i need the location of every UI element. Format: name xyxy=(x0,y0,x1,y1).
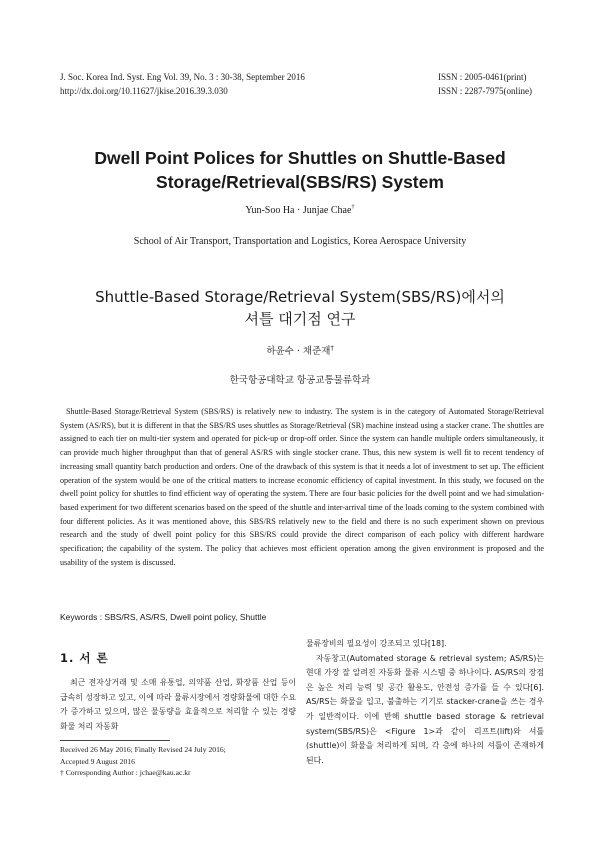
journal-header xyxy=(60,70,305,98)
paper-title-en-line2: Storage/Retrieval(SBS/RS) System xyxy=(156,172,444,192)
footnotes xyxy=(60,744,296,779)
accepted-date: Accepted 9 August 2016 xyxy=(60,756,135,766)
left-column xyxy=(60,650,296,779)
paper-title-en xyxy=(0,146,600,194)
abstract xyxy=(60,405,544,569)
received-date: Received 26 May 2016; Finally Revised 24 July 2016; xyxy=(60,745,226,755)
paper-title-ko xyxy=(0,286,600,330)
right-column xyxy=(306,637,544,768)
keywords-label: Keywords xyxy=(60,612,98,622)
doi-link[interactable]: http://dx.doi.org/10.11627/jkise.2016.39.3.030 xyxy=(60,86,228,96)
body-paragraph-continued: 물류장비의 필요성이 강조되고 있다[18]. xyxy=(306,639,447,648)
issn-online: ISSN : 2287-7975(online) xyxy=(438,86,532,96)
corresponding-mark: † xyxy=(351,203,355,211)
issn-print: ISSN : 2005-0461(print) xyxy=(438,72,527,82)
body-paragraph: 최근 전자상거래 및 소매 유통업, 의약품 산업, 화장품 산업 등이 급속히 성장하고 있고, 이에 따라 물류시장에서 경량화물에 대한 수요가 증가하고 있으며, 많은 물동량을 효율적으로 처리할 수 있는 경량화물 처리 자동화 xyxy=(60,678,297,731)
authors-en xyxy=(0,205,600,216)
authors-ko xyxy=(0,343,600,357)
journal-citation: J. Soc. Korea Ind. Syst. Eng Vol. 39, No. 3 : 30-38, September 2016 xyxy=(60,72,305,82)
corresponding-author: † Corresponding Author : jchae@kau.ac.kr xyxy=(60,768,191,778)
section-heading: 1. 서 론 xyxy=(60,651,109,665)
section-body xyxy=(60,676,296,734)
footnote-divider xyxy=(60,740,170,741)
abstract-text: Shuttle-Based Storage/Retrieval System (SBS/RS) is relatively new to industry. The system is in the category of Automated Storage/Retrieval System (AS/RS), but it is different in that the SBS/RS uses shuttles as Storage/Retrieval (SR) machine instead using a stacker crane. The shuttles are assigned to each tier on multi-tier system and operated for pick-up or drop-off order. Since the system can handle multiple orders simultaneously, it can provide much higher throughput than that of general AS/RS with single stocker crane. Thus, this new system is well fit to recent tendency of increasing small quantity batch production and orders. One of the drawback of this system is that it needs a lot of investment to set up. The efficient operation of the system would be one of the critical matters to increase economic efficiency of capital investment. In this study, we focused on the dwell point policy for shuttles to find efficient way of operating the system. There are four basic policies for the dwell point and we had simulation-based experiment for two different scenarios based on the speed of the shuttle and inter-arrival time of the loads coming to the system combined with four different policies. As it was mentioned above, this SBS/RS relatively new to the field and there is no such experiment shown on previous research and the study of dwell point policy for this SBS/RS could provide the direct comparison of each policy with different hardware specification; the capability of the system. The policy that achieves most efficient operation among the given environment is proposed and the usability of the system is discussed. xyxy=(60,407,544,567)
affiliation-en: School of Air Transport, Transportation and Logistics, Korea Aerospace University xyxy=(133,236,467,247)
keywords-text: : SBS/RS, AS/RS, Dwell point policy, Shuttle xyxy=(99,612,267,622)
author-names-ko: 하윤수 · 채준재 xyxy=(266,346,331,357)
issn-block xyxy=(438,70,532,98)
body-paragraph: 자동창고(Automated storage & retrieval system; AS/RS)는 현대 가장 잘 알려진 자동화 물류 시스템 중 하나이다. AS/RS의 장점은 높은 처리 능력 및 공간 활용도, 안전성 증가를 들 수 있다[6]. AS/RS는 화물을 입고, 불출하는 기기로 stacker-crane을 쓰는 경우가 일반적이다. 이에 반해 shuttle based storage & retrieval system(SBS/RS)은 <Figure 1>과 같이 리프트(lift)와 셔틀(shuttle)이 화물을 처리하게 되며, 각 층에 하나의 셔틀이 존재하게 된다. xyxy=(306,653,544,765)
right-column-body xyxy=(306,637,544,768)
paper-title-en-line1: Dwell Point Polices for Shuttles on Shuttle-Based xyxy=(94,148,506,168)
paper-title-ko-line1: Shuttle-Based Storage/Retrieval System(SBS/RS)에서의 xyxy=(95,288,505,306)
author-names-en: Yun-Soo Ha · Junjae Chae xyxy=(245,205,352,216)
keywords xyxy=(60,612,544,622)
paper-title-ko-line2: 셔틀 대기점 연구 xyxy=(244,310,356,328)
affiliation-ko: 한국항공대학교 항공교통물류학과 xyxy=(229,375,371,386)
corresponding-mark-ko: † xyxy=(330,343,334,352)
